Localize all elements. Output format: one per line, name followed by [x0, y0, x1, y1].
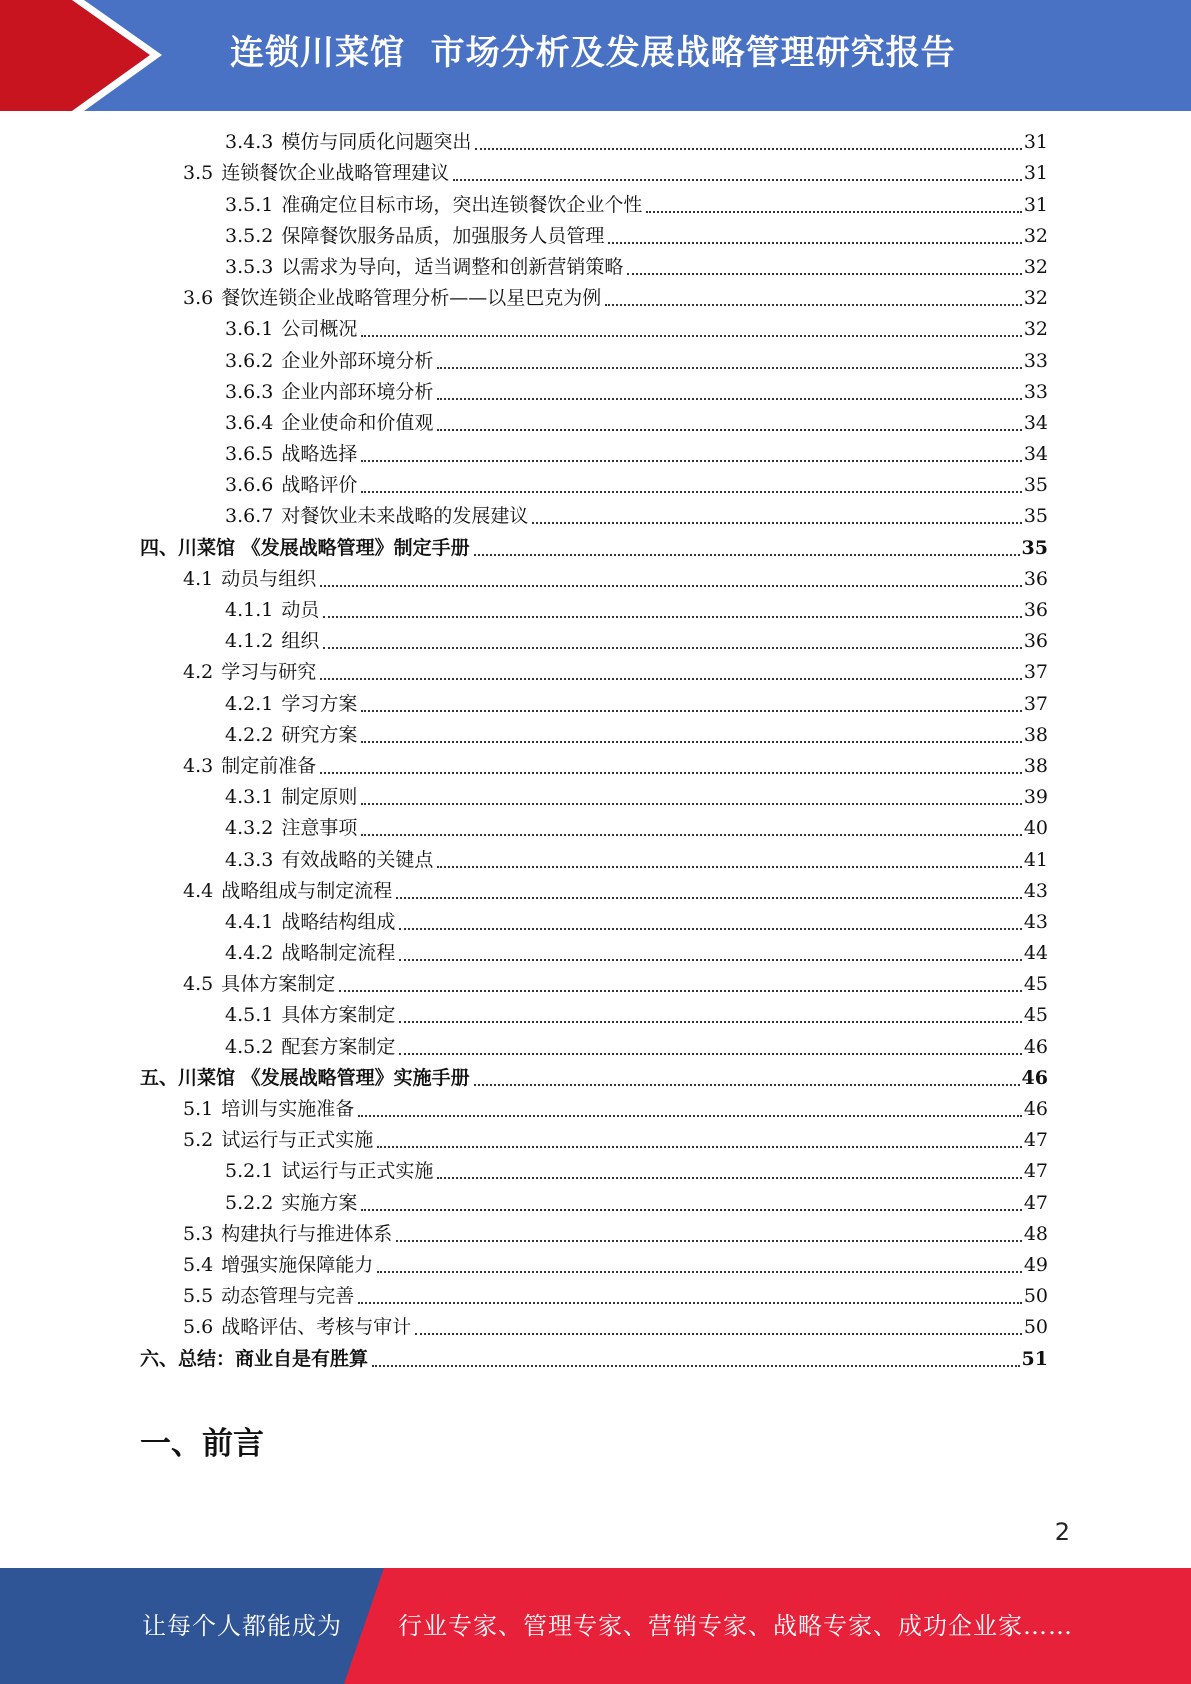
toc-entry[interactable] — [140, 1125, 1048, 1156]
document-title: 连锁川菜馆 市场分析及发展战略管理研究报告 — [230, 33, 956, 73]
toc-dot-leader — [361, 741, 1021, 743]
toc-entry-title: 研究方案 — [281, 723, 358, 746]
toc-entry-number: 4.1.2 — [225, 630, 274, 653]
toc-dot-leader — [399, 1021, 1021, 1023]
toc-entry-page: 45 — [1023, 1004, 1048, 1027]
toc-entry-title: 制定前准备 — [221, 754, 317, 777]
toc-dot-leader — [361, 834, 1021, 836]
toc-entry-page: 32 — [1023, 224, 1048, 247]
toc-entry-page: 51 — [1021, 1347, 1048, 1370]
section-heading: 一、前言 — [140, 1426, 264, 1462]
toc-entry[interactable] — [140, 439, 1048, 470]
toc-entry-page: 49 — [1023, 1253, 1048, 1276]
toc-dot-leader — [474, 1084, 1020, 1086]
toc-entry[interactable] — [140, 1343, 1048, 1374]
toc-entry-title: 企业内部环境分析 — [281, 380, 434, 403]
toc-entry[interactable] — [140, 876, 1048, 907]
toc-entry-page: 31 — [1023, 131, 1048, 154]
toc-entry[interactable] — [140, 377, 1048, 408]
toc-dot-leader — [372, 1365, 1020, 1367]
toc-dot-leader — [320, 585, 1022, 587]
toc-entry-number: 3.6.7 — [225, 505, 274, 528]
toc-dot-leader — [453, 179, 1022, 181]
toc-dot-leader — [437, 429, 1021, 431]
footer-slogan-right: 行业专家、管理专家、营销专家、战略专家、成功企业家…… — [398, 1612, 1073, 1640]
toc-dot-leader — [361, 335, 1021, 337]
toc-entry[interactable] — [140, 470, 1048, 501]
toc-entry[interactable] — [140, 782, 1048, 813]
toc-entry[interactable] — [140, 720, 1048, 751]
toc-dot-leader — [474, 554, 1020, 556]
toc-entry-page: 32 — [1023, 318, 1048, 341]
toc-entry-number: 4.4.2 — [225, 942, 274, 965]
toc-entry[interactable] — [140, 1094, 1048, 1125]
toc-entry-page: 47 — [1023, 1129, 1048, 1152]
toc-entry-page: 34 — [1023, 443, 1048, 466]
toc-dot-leader — [399, 928, 1021, 930]
toc-dot-leader — [437, 1177, 1021, 1179]
toc-entry[interactable] — [140, 501, 1048, 532]
toc-entry-number: 4.4.1 — [225, 910, 274, 933]
toc-dot-leader — [361, 710, 1021, 712]
toc-entry-title: 战略制定流程 — [281, 942, 396, 965]
toc-entry-page: 36 — [1023, 567, 1048, 590]
toc-dot-leader — [399, 959, 1021, 961]
toc-entry[interactable] — [140, 564, 1048, 595]
toc-entry-number: 4.2.2 — [225, 723, 274, 746]
toc-entry-title: 增强实施保障能力 — [221, 1253, 374, 1276]
toc-entry[interactable] — [140, 813, 1048, 844]
toc-entry-number: 3.6 — [183, 287, 214, 310]
toc-entry-number: 5.2.1 — [225, 1160, 274, 1183]
toc-entry[interactable] — [140, 1281, 1048, 1312]
toc-entry-page: 35 — [1023, 505, 1048, 528]
toc-entry-number: 4.3.2 — [225, 817, 274, 840]
toc-entry-title: 公司概况 — [281, 318, 358, 341]
toc-entry[interactable] — [140, 626, 1048, 657]
page-header — [0, 0, 1191, 111]
toc-entry-page: 34 — [1023, 411, 1048, 434]
toc-entry-page: 31 — [1023, 193, 1048, 216]
toc-entry-number: 4.3 — [183, 754, 214, 777]
toc-dot-leader — [339, 990, 1022, 992]
toc-entry-title: 战略结构组成 — [281, 910, 396, 933]
toc-entry-number: 5.5 — [183, 1285, 214, 1308]
toc-entry-title: 注意事项 — [281, 817, 358, 840]
toc-entry-page: 32 — [1023, 287, 1048, 310]
toc-entry[interactable] — [140, 158, 1048, 189]
toc-entry-page: 36 — [1023, 630, 1048, 653]
toc-entry[interactable] — [140, 1031, 1048, 1062]
toc-entry-title: 试运行与正式实施 — [281, 1160, 434, 1183]
toc-dot-leader — [415, 1333, 1022, 1335]
toc-entry-page: 45 — [1023, 973, 1048, 996]
page-footer — [0, 1568, 1191, 1684]
toc-entry[interactable] — [140, 252, 1048, 283]
toc-entry-number: 4.5.2 — [225, 1035, 274, 1058]
toc-entry-number: 3.6.4 — [225, 411, 274, 434]
toc-dot-leader — [323, 616, 1021, 618]
toc-entry[interactable] — [140, 1250, 1048, 1281]
toc-entry-number: 5.2.2 — [225, 1191, 274, 1214]
toc-entry-number: 3.6.2 — [225, 349, 274, 372]
toc-entry-title: 对餐饮业未来战略的发展建议 — [281, 505, 529, 528]
toc-entry[interactable] — [140, 1312, 1048, 1343]
toc-dot-leader — [377, 1146, 1022, 1148]
toc-entry-number: 3.5.3 — [225, 255, 274, 278]
toc-entry[interactable] — [140, 657, 1048, 688]
toc-entry-number: 5.2 — [183, 1129, 214, 1152]
toc-entry[interactable] — [140, 127, 1048, 158]
toc-dot-leader — [437, 866, 1021, 868]
toc-entry-title: 战略评价 — [281, 474, 358, 497]
toc-dot-leader — [475, 148, 1021, 150]
toc-dot-leader — [627, 273, 1021, 275]
toc-entry-page: 50 — [1023, 1285, 1048, 1308]
toc-entry[interactable] — [140, 751, 1048, 782]
toc-dot-leader — [323, 647, 1021, 649]
toc-entry[interactable] — [140, 532, 1048, 563]
toc-entry-title: 组织 — [281, 630, 320, 653]
toc-entry-page: 40 — [1023, 817, 1048, 840]
toc-dot-leader — [358, 1302, 1022, 1304]
toc-entry-number: 3.6.1 — [225, 318, 274, 341]
toc-entry-title: 连锁餐饮企业战略管理建议 — [221, 162, 450, 185]
toc-entry-title: 以需求为导向，适当调整和创新营销策略 — [281, 255, 624, 278]
toc-dot-leader — [361, 460, 1021, 462]
toc-entry-title: 四、川菜馆 《发展战略管理》制定手册 — [140, 536, 470, 559]
toc-entry-number: 3.5.2 — [225, 224, 274, 247]
toc-entry-number: 3.6.5 — [225, 443, 274, 466]
toc-entry-title: 企业外部环境分析 — [281, 349, 434, 372]
toc-entry-page: 43 — [1023, 910, 1048, 933]
toc-entry[interactable] — [140, 1063, 1048, 1094]
table-of-contents — [140, 127, 1048, 1375]
toc-entry-number: 4.2 — [183, 661, 214, 684]
toc-entry-page: 36 — [1023, 599, 1048, 621]
toc-entry[interactable] — [140, 688, 1048, 719]
toc-entry-number: 4.4 — [183, 879, 214, 902]
toc-dot-leader — [437, 398, 1021, 400]
toc-entry-title: 制定原则 — [281, 786, 358, 809]
toc-entry-number: 4.1.1 — [225, 599, 274, 621]
toc-entry-page: 46 — [1023, 1035, 1048, 1058]
toc-entry-page: 33 — [1023, 380, 1048, 403]
toc-dot-leader — [396, 897, 1022, 899]
toc-entry-page: 38 — [1023, 723, 1048, 746]
toc-entry-number: 4.5.1 — [225, 1004, 274, 1027]
toc-entry-title: 试运行与正式实施 — [221, 1129, 374, 1152]
toc-entry-title: 培训与实施准备 — [221, 1098, 355, 1120]
toc-entry-page: 41 — [1023, 848, 1048, 871]
toc-entry-page: 35 — [1021, 536, 1048, 559]
page-number: 2 — [1054, 1518, 1070, 1546]
toc-entry-title: 保障餐饮服务品质，加强服务人员管理 — [281, 224, 605, 247]
toc-entry-title: 准确定位目标市场，突出连锁餐饮企业个性 — [281, 193, 643, 216]
toc-entry-page: 43 — [1023, 879, 1048, 902]
footer-slogan-left: 让每个人都能成为 — [142, 1612, 342, 1640]
toc-entry[interactable] — [140, 408, 1048, 439]
toc-entry-page: 35 — [1023, 474, 1048, 497]
toc-entry-page: 46 — [1023, 1098, 1048, 1120]
toc-dot-leader — [437, 367, 1021, 369]
toc-entry-number: 5.3 — [183, 1222, 214, 1245]
toc-entry-title: 动员 — [281, 599, 320, 621]
toc-entry-title: 学习与研究 — [221, 661, 317, 684]
toc-entry-page: 46 — [1021, 1066, 1048, 1089]
toc-entry-page: 47 — [1023, 1160, 1048, 1183]
toc-entry-number: 4.3.1 — [225, 786, 274, 809]
toc-entry-number: 3.6.6 — [225, 474, 274, 497]
toc-entry[interactable] — [140, 595, 1048, 626]
toc-entry-number: 5.1 — [183, 1098, 214, 1120]
toc-entry-title: 企业使命和价值观 — [281, 411, 434, 434]
toc-entry[interactable] — [140, 1000, 1048, 1031]
toc-entry[interactable] — [140, 938, 1048, 969]
toc-entry[interactable] — [140, 345, 1048, 376]
toc-entry-title: 战略评估、考核与审计 — [221, 1316, 412, 1339]
toc-entry-page: 38 — [1023, 754, 1048, 777]
toc-entry-title: 具体方案制定 — [221, 973, 336, 996]
toc-entry-title: 六、总结：商业自是有胜算 — [140, 1347, 369, 1370]
toc-entry-number: 4.5 — [183, 973, 214, 996]
toc-entry-title: 配套方案制定 — [281, 1035, 396, 1058]
toc-entry-page: 50 — [1023, 1316, 1048, 1339]
toc-entry-page: 47 — [1023, 1191, 1048, 1214]
toc-entry-page: 32 — [1023, 255, 1048, 278]
toc-entry-title: 动员与组织 — [221, 567, 317, 590]
toc-entry-page: 39 — [1023, 786, 1048, 809]
toc-dot-leader — [358, 1115, 1022, 1117]
toc-dot-leader — [532, 522, 1021, 524]
toc-entry-number: 5.6 — [183, 1316, 214, 1339]
toc-entry-number: 3.6.3 — [225, 380, 274, 403]
toc-dot-leader — [399, 1053, 1021, 1055]
toc-dot-leader — [361, 1209, 1021, 1211]
toc-entry-page: 33 — [1023, 349, 1048, 372]
toc-entry-page: 31 — [1023, 162, 1048, 185]
toc-entry-title: 学习方案 — [281, 692, 358, 715]
toc-entry[interactable] — [140, 221, 1048, 252]
toc-entry-title: 五、川菜馆 《发展战略管理》实施手册 — [140, 1066, 470, 1089]
toc-entry-page: 37 — [1023, 692, 1048, 715]
toc-entry-title: 餐饮连锁企业战略管理分析——以星巴克为例 — [221, 287, 602, 310]
toc-entry-title: 具体方案制定 — [281, 1004, 396, 1027]
toc-entry-number: 4.1 — [183, 567, 214, 590]
toc-entry-number: 3.4.3 — [225, 131, 274, 154]
toc-dot-leader — [377, 1271, 1022, 1273]
toc-entry-number: 4.2.1 — [225, 692, 274, 715]
toc-entry[interactable] — [140, 1219, 1048, 1250]
toc-entry-number: 4.3.3 — [225, 848, 274, 871]
toc-dot-leader — [646, 211, 1021, 213]
toc-dot-leader — [608, 242, 1021, 244]
toc-dot-leader — [361, 491, 1021, 493]
toc-entry-title: 实施方案 — [281, 1191, 358, 1214]
toc-entry-page: 44 — [1023, 942, 1048, 965]
toc-entry[interactable] — [140, 189, 1048, 220]
toc-entry-number: 5.4 — [183, 1253, 214, 1276]
toc-entry-title: 构建执行与推进体系 — [221, 1222, 393, 1245]
toc-entry[interactable] — [140, 907, 1048, 938]
toc-entry[interactable] — [140, 844, 1048, 875]
toc-entry-title: 有效战略的关键点 — [281, 848, 434, 871]
toc-entry[interactable] — [140, 314, 1048, 345]
toc-entry-title: 战略选择 — [281, 443, 358, 466]
toc-dot-leader — [320, 678, 1022, 680]
toc-entry-number: 3.5.1 — [225, 193, 274, 216]
toc-dot-leader — [605, 304, 1022, 306]
toc-entry[interactable] — [140, 969, 1048, 1000]
toc-entry-title: 战略组成与制定流程 — [221, 879, 393, 902]
toc-dot-leader — [396, 1240, 1022, 1242]
toc-entry[interactable] — [140, 283, 1048, 314]
toc-entry-number: 3.5 — [183, 162, 214, 185]
toc-entry[interactable] — [140, 1187, 1048, 1218]
toc-entry[interactable] — [140, 1156, 1048, 1187]
toc-dot-leader — [320, 772, 1022, 774]
toc-entry-title: 动态管理与完善 — [221, 1285, 355, 1308]
toc-entry-title: 模仿与同质化问题突出 — [281, 131, 472, 154]
toc-dot-leader — [361, 803, 1021, 805]
toc-entry-page: 48 — [1023, 1222, 1048, 1245]
toc-entry-page: 37 — [1023, 661, 1048, 684]
